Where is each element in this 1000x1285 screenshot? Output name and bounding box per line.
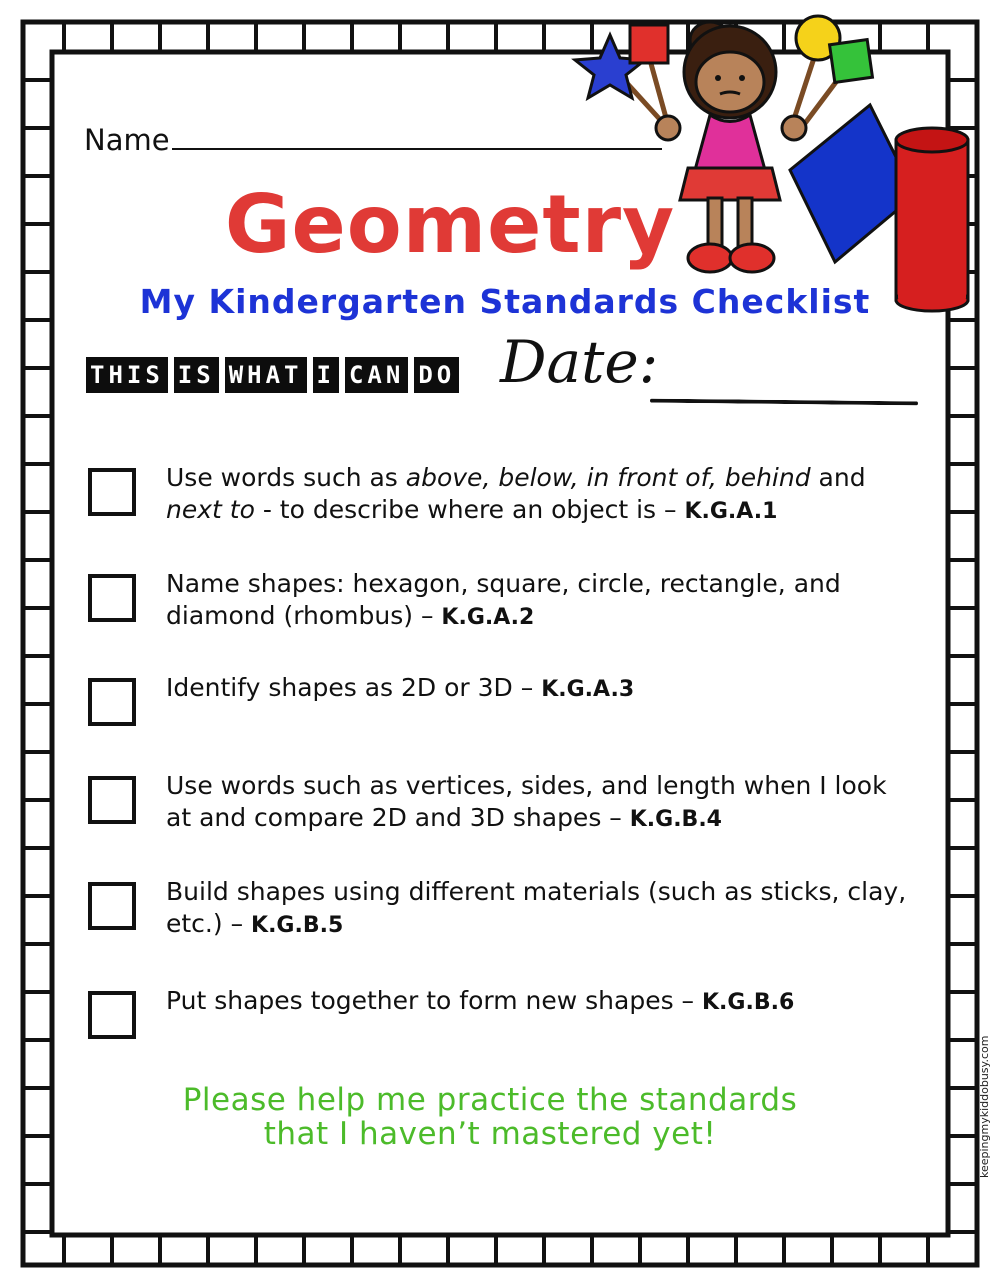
item-text-part: and: [810, 463, 866, 492]
standard-code: K.G.B.4: [629, 807, 722, 832]
can-do-word: DO: [414, 357, 459, 393]
item-text-part: above, below, in front of, behind: [405, 463, 811, 492]
credit-text: keepingmykiddobusy.com: [978, 1035, 991, 1178]
checklist-item: [88, 876, 918, 942]
checklist-item-text: [166, 462, 918, 528]
checklist-item-text: [166, 985, 794, 1019]
checkbox[interactable]: [88, 678, 136, 726]
standard-code: K.G.B.5: [251, 913, 344, 938]
can-do-word: CAN: [345, 357, 408, 393]
page-title: Geometry: [224, 178, 676, 271]
item-text-part: Name shapes: hexagon, square, circle, rectangle, and diamond (rhombus) –: [166, 569, 841, 630]
standard-code: K.G.A.2: [441, 605, 535, 630]
can-do-word: IS: [174, 357, 219, 393]
checkbox[interactable]: [88, 574, 136, 622]
checklist-item: [88, 672, 918, 726]
checklist-item-text: [166, 568, 918, 634]
item-text-part: Build shapes using different materials (such as sticks, clay, etc.) –: [166, 877, 907, 938]
item-text-part: Identify shapes as 2D or 3D –: [166, 673, 542, 702]
footer-line-2: that I haven’t mastered yet!: [263, 1116, 717, 1152]
checklist-item: [88, 985, 918, 1039]
can-do-word: THIS: [86, 357, 168, 393]
checkbox[interactable]: [88, 991, 136, 1039]
checkbox[interactable]: [88, 468, 136, 516]
checklist-item: [88, 462, 918, 528]
checkbox[interactable]: [88, 776, 136, 824]
page-subtitle: My Kindergarten Standards Checklist: [139, 282, 871, 321]
red-square-icon: [630, 25, 668, 63]
standard-code: K.G.B.6: [702, 990, 795, 1015]
green-square-icon: [830, 40, 873, 83]
checklist-item-text: [166, 770, 918, 836]
can-do-banner: [86, 357, 459, 393]
standard-code: K.G.A.1: [684, 499, 778, 524]
checkbox[interactable]: [88, 882, 136, 930]
item-text-part: Put shapes together to form new shapes –: [166, 986, 702, 1015]
item-text-part: Use words such as vertices, sides, and length when I look at and compare 2D and 3D shapes –: [166, 771, 887, 832]
footer-line-1: Please help me practice the standards: [182, 1082, 798, 1118]
item-text-part: - to describe where an object is –: [254, 495, 685, 524]
name-label: Name: [84, 123, 170, 157]
standard-code: K.G.A.3: [541, 677, 635, 702]
item-text-part: Use words such as: [166, 463, 406, 492]
checklist-item-text: [166, 672, 634, 706]
item-text-part: next to: [166, 495, 255, 524]
can-do-word: I: [313, 357, 339, 393]
geometry-clipart: [560, 0, 980, 330]
can-do-word: WHAT: [225, 357, 307, 393]
checklist-item: [88, 568, 918, 634]
checklist-item-text: [166, 876, 918, 942]
checklist-item: [88, 770, 918, 836]
date-label: Date:: [500, 328, 659, 396]
footer-note: [120, 1083, 860, 1151]
